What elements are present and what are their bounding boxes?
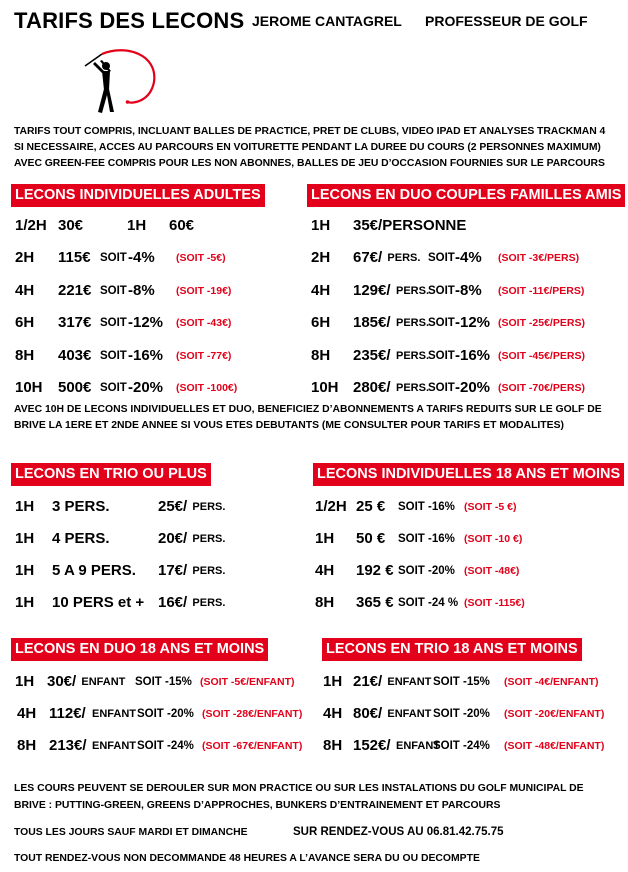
price-unit: ENFANT [387, 676, 432, 688]
discount: SOIT -16% [398, 533, 455, 545]
soit-label: SOIT [428, 252, 455, 264]
savings: (SOIT -5€/ENFANT) [200, 676, 295, 688]
price: 21€/ [353, 673, 383, 690]
soit-label: SOIT [100, 382, 127, 394]
subscription-note-line-1: AVEC 10H DE LECONS INDIVIDUELLES ET DUO, BENEFICIEZ D’ABONNEMENTS A TARIFS REDUITS SUR LE GOLF DE [14, 404, 602, 415]
price-row [311, 378, 611, 398]
section-heading-trio: LECONS EN TRIO OU PLUS [11, 463, 211, 486]
price-row [15, 529, 315, 549]
discount: SOIT -15% [135, 676, 192, 688]
duration: 8H [15, 346, 35, 364]
price-unit: PERS. [192, 565, 226, 577]
price-row [17, 704, 317, 724]
price: 280€/ [353, 379, 391, 396]
duration: 8H [311, 346, 331, 364]
discount-percent: -4% [455, 249, 482, 266]
section-heading-individual-youth: LECONS INDIVIDUELLES 18 ANS ET MOINS [313, 463, 624, 486]
price-unit: PERS. [396, 284, 430, 297]
intro-line-1: TARIFS TOUT COMPRIS, INCLUANT BALLES DE PRACTICE, PRET DE CLUBS, VIDEO IPAD ET ANALYSES TRACKMAN 4 [14, 126, 606, 137]
group-size: 4 PERS. [52, 530, 110, 547]
price-unit: ENFANT [92, 740, 136, 752]
price: 50 € [356, 530, 386, 547]
discount-percent: -4% [128, 249, 155, 266]
price-row [15, 216, 305, 236]
price: 112€/ [49, 705, 86, 722]
price: 60€ [169, 217, 195, 234]
discount: SOIT -15% [433, 676, 490, 688]
duration: 10H [15, 379, 43, 396]
duration: 2H [311, 249, 331, 266]
savings: (SOIT -11€/PERS) [498, 284, 585, 297]
price: 16€/ [158, 594, 188, 611]
price-row [315, 529, 615, 549]
price: 25€/ [158, 498, 188, 515]
intro-line-2: SI NECESSAIRE, ACCES AU PARCOURS EN VOITURETTE PENDANT LA DUREE DU COURS (2 PERSONNES MAXIMUM) [14, 142, 601, 153]
price-row [323, 704, 623, 724]
section-heading-duo: LECONS EN DUO COUPLES FAMILLES AMIS [307, 184, 625, 207]
price: 500€ [58, 379, 92, 396]
price: 129€/ [353, 281, 391, 299]
price-unit: PERS. [192, 597, 226, 609]
footer-line-2: BRIVE : PUTTING-GREEN, GREENS D’APPROCHES, BUNKERS D’ENTRAINEMENT ET PARCOURS [14, 800, 501, 811]
duration: 1H [323, 673, 343, 690]
duration: 4H [311, 281, 331, 299]
duration: 8H [323, 737, 343, 754]
price: 403€ [58, 346, 92, 364]
price: 235€/ [353, 346, 391, 364]
duration: 8H [315, 594, 335, 611]
footer-line-1: LES COURS PEUVENT SE DEROULER SUR MON PRACTICE OU SUR LES INSTALATIONS DU GOLF MUNICIPAL DE [14, 783, 584, 794]
savings: (SOIT -48€) [464, 565, 520, 577]
savings: (SOIT -28€/ENFANT) [202, 708, 303, 720]
price-row [311, 313, 611, 333]
soit-label: SOIT [100, 284, 127, 297]
group-size: 5 A 9 PERS. [52, 562, 136, 579]
duration: 4H [17, 705, 37, 722]
savings: (SOIT -67€/ENFANT) [202, 740, 303, 752]
soit-label: SOIT [428, 317, 455, 329]
price: 17€/ [158, 562, 188, 579]
duration: 1H [127, 217, 147, 234]
group-size: 10 PERS et + [52, 594, 145, 611]
savings: (SOIT -20€/ENFANT) [504, 708, 605, 720]
duration: 1H [15, 498, 35, 515]
duration: 1/2H [315, 498, 347, 515]
discount: SOIT -20% [433, 708, 490, 720]
discount: SOIT -16% [398, 501, 455, 513]
price-row [15, 313, 315, 333]
price-row [315, 593, 615, 613]
price: 115€ [58, 249, 91, 266]
section-heading-duo-youth: LECONS EN DUO 18 ANS ET MOINS [11, 638, 268, 661]
duration: 1H [15, 562, 35, 579]
price-unit: ENFANT [387, 708, 432, 720]
price: 25 € [356, 498, 386, 515]
discount-percent: -12% [455, 314, 491, 331]
footer-days: TOUS LES JOURS SAUF MARDI ET DIMANCHE [14, 827, 248, 838]
discount: SOIT -24% [137, 740, 194, 752]
soit-label: SOIT [100, 317, 127, 329]
price-row [15, 561, 315, 581]
price-row [15, 346, 315, 366]
duration: 6H [15, 314, 35, 331]
price-row [315, 497, 615, 517]
price-unit: PERS. [396, 349, 430, 362]
savings: (SOIT -10 €) [464, 533, 523, 545]
price-row [15, 248, 315, 268]
price-row [17, 736, 317, 756]
price: 67€/ [353, 249, 383, 266]
price-unit: PERS. [387, 252, 421, 264]
price-unit: ENFANT [81, 676, 126, 688]
soit-label: SOIT [428, 349, 455, 362]
footer-cancel-policy: TOUT RENDEZ-VOUS NON DECOMMANDE 48 HEURES A L’AVANCE SERA DU OU DECOMPTE [14, 853, 480, 864]
price: 317€ [58, 314, 92, 331]
price: 213€/ [49, 737, 87, 754]
savings: (SOIT -5€) [176, 252, 226, 264]
price: 80€/ [353, 705, 383, 722]
price: 365 € [356, 594, 394, 611]
instructor-name: JEROME CANTAGREL [252, 13, 402, 29]
savings: (SOIT -48€/ENFANT) [504, 740, 605, 752]
savings: (SOIT -3€/PERS) [498, 252, 580, 264]
intro-line-3: AVEC GREEN-FEE COMPRIS POUR LES NON ABONNES, BALLES DE JEU D’OCCASION FOURNIES SUR LE PARCOURS [14, 158, 605, 169]
instructor-role: PROFESSEUR DE GOLF [425, 13, 588, 29]
savings: (SOIT -4€/ENFANT) [504, 676, 599, 688]
savings: (SOIT -77€) [176, 349, 232, 362]
price-row [15, 378, 315, 398]
discount: SOIT -20% [137, 708, 194, 720]
duration: 10H [311, 379, 339, 396]
price-row [311, 281, 611, 301]
duration: 1H [15, 673, 35, 690]
page-title: TARIFS DES LECONS [14, 8, 245, 33]
price-row [315, 561, 615, 581]
soit-label: SOIT [428, 382, 455, 394]
savings: (SOIT -115€) [464, 597, 525, 609]
savings: (SOIT -45€/PERS) [498, 349, 585, 362]
price-row [311, 346, 611, 366]
duration: 8H [17, 737, 37, 754]
price-row [311, 216, 611, 236]
price-unit: PERS. [192, 501, 226, 513]
price: 30€/ [47, 673, 77, 690]
duration: 1H [315, 530, 335, 547]
discount: SOIT -24% [433, 740, 490, 752]
duration: 1/2H [15, 217, 47, 234]
savings: (SOIT -25€/PERS) [498, 317, 585, 329]
savings: (SOIT -70€/PERS) [498, 382, 585, 394]
duration: 1H [15, 530, 35, 547]
discount-percent: -16% [455, 346, 491, 364]
duration: 4H [15, 281, 35, 299]
savings: (SOIT -5 €) [464, 501, 517, 513]
savings: (SOIT -43€) [176, 317, 232, 329]
duration: 4H [315, 562, 335, 579]
price: 30€ [58, 217, 84, 234]
price-unit: ENFANT [92, 708, 136, 720]
price: 192 € [356, 562, 394, 579]
savings: (SOIT -100€) [176, 382, 238, 394]
duration: 2H [15, 249, 35, 266]
soit-label: SOIT [100, 252, 127, 264]
price-row [15, 497, 315, 517]
discount: SOIT -24 % [398, 597, 459, 609]
price-row [311, 248, 611, 268]
price-row [15, 281, 315, 301]
discount: SOIT -20% [398, 565, 455, 577]
price: 20€/ [158, 530, 188, 547]
soit-label: SOIT [100, 349, 127, 362]
discount-percent: -12% [128, 314, 164, 331]
price-unit: PERS. [396, 382, 430, 394]
duration: 6H [311, 314, 331, 331]
duration: 4H [323, 705, 343, 722]
price-unit: PERS. [396, 317, 430, 329]
duration: 1H [15, 594, 35, 611]
price-unit: ENFANT [396, 740, 440, 752]
soit-label: SOIT [428, 284, 455, 297]
discount-percent: -20% [128, 379, 164, 396]
price-unit: PERS. [192, 533, 226, 545]
discount-percent: -20% [455, 379, 491, 396]
price-row [323, 672, 623, 692]
golfer-swing-logo-icon [80, 44, 162, 120]
price: 185€/ [353, 314, 391, 331]
price-row [15, 593, 315, 613]
price: 152€/ [353, 737, 391, 754]
discount-percent: -8% [455, 281, 482, 299]
footer-appointment: SUR RENDEZ-VOUS AU 06.81.42.75.75 [293, 826, 504, 838]
group-size: 3 PERS. [52, 498, 110, 515]
discount-percent: -8% [128, 281, 155, 299]
duration: 1H [311, 217, 331, 234]
section-heading-trio-youth: LECONS EN TRIO 18 ANS ET MOINS [322, 638, 582, 661]
price-row [323, 736, 623, 756]
section-heading-individual-adults: LECONS INDIVIDUELLES ADULTES [11, 184, 265, 207]
savings: (SOIT -19€) [176, 284, 232, 297]
discount-percent: -16% [128, 346, 164, 364]
subscription-note-line-2: BRIVE LA 1ERE ET 2NDE ANNEE SI VOUS ETES DEBUTANTS (ME CONSULTER POUR TARIFS ET MODALITES) [14, 420, 564, 431]
price: 35€/PERSONNE [353, 217, 467, 234]
price-row [15, 672, 315, 692]
price: 221€ [58, 281, 92, 299]
